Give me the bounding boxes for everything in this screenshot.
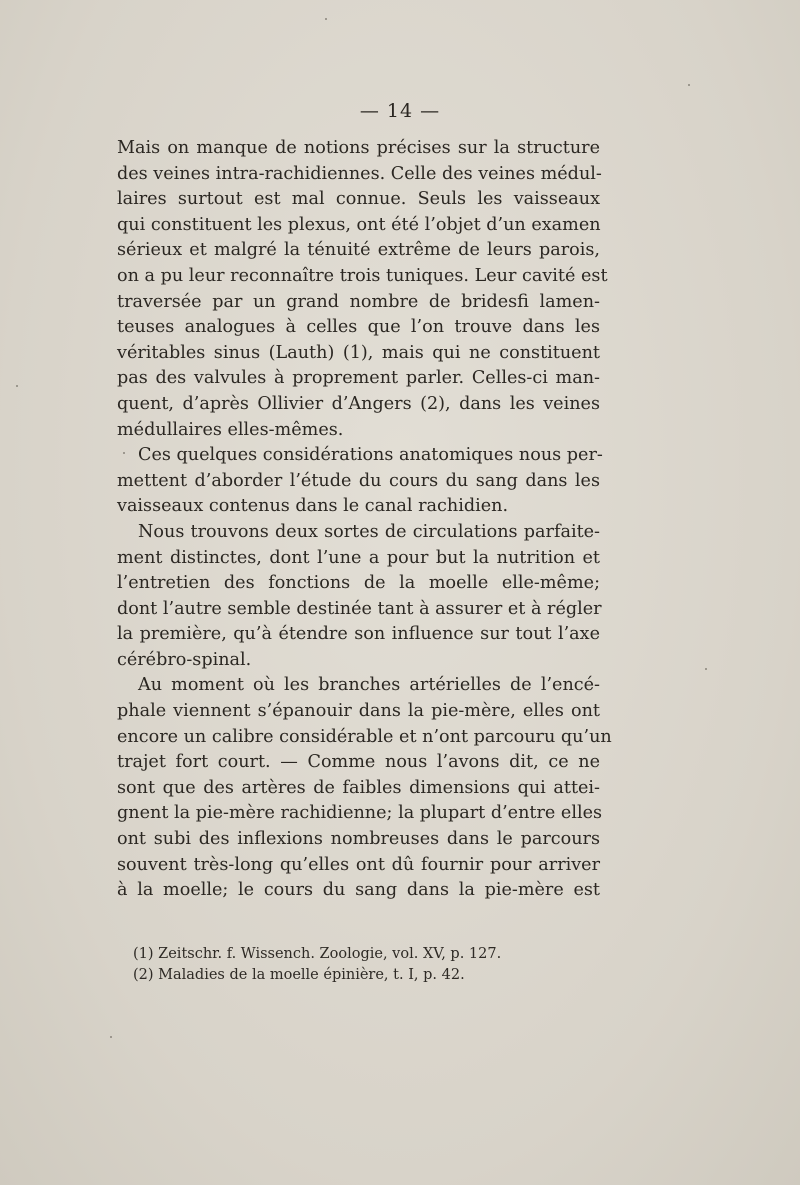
paper-speck xyxy=(325,18,327,20)
text-line: encore un calibre considérable et n’ont parcouru qu’un xyxy=(117,726,612,747)
text-line: sont que des artères de faibles dimensions qui attei- xyxy=(117,777,600,798)
paper-speck xyxy=(123,452,125,454)
body-text xyxy=(117,136,612,904)
paper-speck xyxy=(688,84,690,86)
text-line: véritables sinus (Lauth) (1), mais qui ne constituent xyxy=(117,342,600,363)
paper-speck xyxy=(110,1036,112,1038)
text-line: phale viennent s’épanouir dans la pie-mère, elles ont xyxy=(117,701,600,722)
text-line: pas des valvules à proprement parler. Celles-ci man- xyxy=(117,368,600,389)
paper-speck xyxy=(705,668,707,670)
text-line: souvent très-long qu’elles ont dû fournir pour arriver xyxy=(117,854,600,875)
text-line: traversée par un grand nombre de bridesfi lamen- xyxy=(117,291,600,312)
text-line: la première, qu’à étendre son influence sur tout l’axe xyxy=(117,624,600,645)
text-line: médullaires elles-mêmes. xyxy=(117,419,344,440)
text-line: des veines intra-rachidiennes. Celle des veines médul- xyxy=(117,163,602,184)
paper-speck xyxy=(16,385,18,387)
text-line: vaisseaux contenus dans le canal rachidien. xyxy=(117,496,509,517)
text-line: dont l’autre semble destinée tant à assurer et à régler xyxy=(117,598,602,619)
text-line: Au moment où les branches artérielles de l’encé- xyxy=(138,675,600,696)
text-line: ment distinctes, dont l’une a pour but la nutrition et xyxy=(117,547,600,568)
text-line: gnent la pie-mère rachidienne; la plupart d’entre elles xyxy=(117,803,603,824)
text-line: ont subi des inflexions nombreuses dans le parcours xyxy=(117,829,600,850)
text-line: on a pu leur reconnaître trois tuniques. Leur cavité est xyxy=(117,265,608,286)
text-line: teuses analogues à celles que l’on trouve dans les xyxy=(117,317,600,338)
text-line: qui constituent les plexus, ont été l’objet d’un examen xyxy=(117,214,601,235)
footnotes xyxy=(133,944,533,986)
text-line: cérébro-spinal. xyxy=(117,649,252,670)
footnote: (2) Maladies de la moelle épinière, t. I, p. 42. xyxy=(133,967,465,983)
footnote: (1) Zeitschr. f. Wissench. Zoologie, vol. XV, p. 127. xyxy=(133,946,502,962)
text-line: laires surtout est mal connue. Seuls les vaisseaux xyxy=(117,189,600,210)
text-line: mettent d’aborder l’étude du cours du sang dans les xyxy=(117,470,600,491)
text-line: à la moelle; le cours du sang dans la pie-mère est xyxy=(117,880,600,901)
text-line: trajet fort court. — Comme nous l’avons dit, ce ne xyxy=(117,752,600,773)
text-line: Mais on manque de notions précises sur la structure xyxy=(117,138,600,158)
text-line: l’entretien des fonctions de la moelle elle-même; xyxy=(117,573,600,594)
text-line: quent, d’après Ollivier d’Angers (2), dans les veines xyxy=(117,393,600,414)
text-line: Nous trouvons deux sortes de circulations parfaite- xyxy=(138,521,600,542)
text-line: Ces quelques considérations anatomiques nous per- xyxy=(138,445,603,466)
page-number: — 14 — xyxy=(359,100,441,122)
text-line: sérieux et malgré la ténuité extrême de leurs parois, xyxy=(117,240,600,261)
